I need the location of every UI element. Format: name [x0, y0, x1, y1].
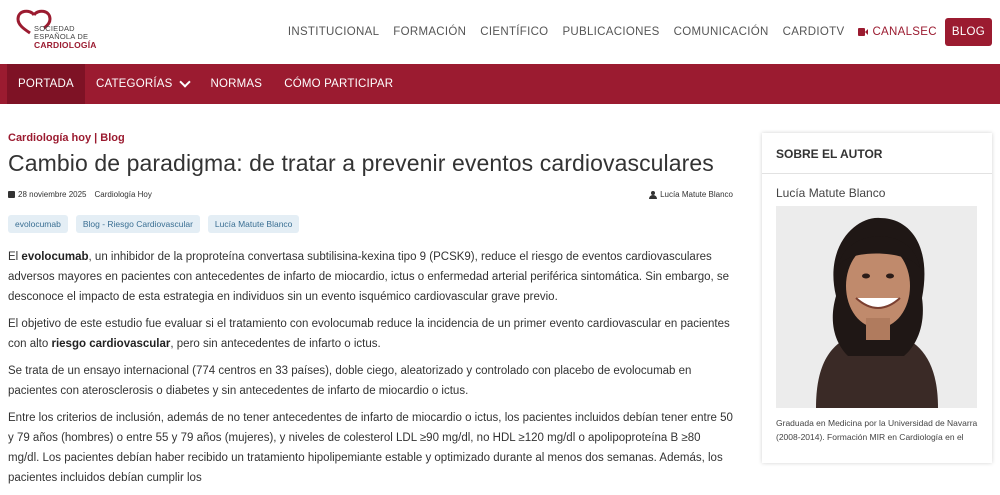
- author-photo: [776, 206, 977, 408]
- subnav-portada[interactable]: PORTADA: [7, 64, 85, 104]
- article-body: [8, 247, 733, 488]
- article-title: Cambio de paradigma: de tratar a prevenir eventos cardiovasculares: [8, 150, 714, 176]
- tag-evolocumab[interactable]: evolocumab: [8, 215, 68, 233]
- sidebar-heading: SOBRE EL AUTOR: [762, 133, 992, 174]
- author-portrait-image: [776, 206, 977, 408]
- logo-wordmark: [34, 25, 97, 49]
- nav-institucional[interactable]: INSTITUCIONAL: [287, 26, 380, 38]
- article-meta: [8, 190, 733, 204]
- nav-publicaciones[interactable]: PUBLICACIONES: [562, 26, 660, 38]
- bold-term: evolocumab: [21, 251, 89, 263]
- top-navigation: [274, 17, 992, 47]
- paragraph-1: El evolocumab, un inhibidor de la proproteína convertasa subtilisina-kexina tipo 9 (PCSK9), reduce el riesgo de eventos cardiovasculares adversos mayores en pacientes con antecedentes de infarto de miocardio, ictus o enfermedad arterial periférica sintomática. Sin embargo, se desconoce el impacto de esta estrategia en individuos sin un evento isquémico cardiovascular grave previo.: [8, 251, 730, 303]
- bold-term: riesgo cardiovascular: [51, 338, 171, 350]
- blog-navigation: [0, 64, 1000, 104]
- sidebar-author-name: Lucía Matute Blanco: [776, 186, 886, 200]
- author-bio: Graduada en Medicina por la Universidad de Navarra (2008-2014). Formación MIR en Cardiología en el: [776, 418, 978, 442]
- nav-formacion[interactable]: FORMACIÓN: [393, 26, 467, 38]
- video-camera-icon: [858, 28, 868, 36]
- article-author[interactable]: Lucía Matute Blanco: [660, 190, 733, 199]
- calendar-icon: [8, 191, 15, 198]
- tag-riesgo-cardiovascular[interactable]: Blog - Riesgo Cardiovascular: [76, 215, 200, 233]
- article-kicker[interactable]: Cardiología hoy | Blog: [8, 132, 125, 144]
- logo-line-1: SOCIEDAD: [34, 24, 75, 33]
- article: [8, 132, 733, 495]
- paragraph-4: Entre los criterios de inclusión, además de no tener antecedentes de infarto de miocardio o ictus, los pacientes incluidos debían tener entre 50 y 79 años (hombres) o entre 55 y 79 años (mujeres), y niveles de colesterol LDL ≥90 mg/dl, no HDL ≥120 mg/dl o apolipoproteína B ≥80 mg/dl. Los pacientes debían haber recibido un tratamiento hipolipemiante estable y optimizado durante al menos dos semanas. Además, los pacientes incluidos debían cumplir los: [8, 412, 733, 484]
- subnav-como-participar[interactable]: CÓMO PARTICIPAR: [284, 78, 394, 90]
- article-author-meta: [649, 190, 733, 199]
- subnav-normas[interactable]: NORMAS: [210, 78, 263, 90]
- nav-blog-button[interactable]: BLOG: [945, 18, 992, 46]
- logo-line-2: ESPAÑOLA DE: [34, 32, 89, 41]
- nav-comunicacion[interactable]: COMUNICACIÓN: [673, 26, 769, 38]
- article-section[interactable]: Cardiología Hoy: [94, 190, 152, 199]
- nav-canalsec-label: CANALSEC: [872, 26, 937, 38]
- subnav-categorias[interactable]: [85, 64, 200, 104]
- sec-logo[interactable]: [14, 9, 104, 55]
- paragraph-2: El objetivo de este estudio fue evaluar si el tratamiento con evolocumab reduce la incidencia de un primer evento cardiovascular en pacientes con alto riesgo cardiovascular, pero sin antecedentes de infarto o ictus.: [8, 318, 730, 350]
- article-date: 28 noviembre 2025: [18, 190, 87, 199]
- nav-cardiotv[interactable]: CARDIOTV: [782, 26, 845, 38]
- nav-canalsec[interactable]: [858, 26, 936, 38]
- article-tags: [8, 215, 733, 233]
- tag-author[interactable]: Lucía Matute Blanco: [208, 215, 300, 233]
- subnav-categorias-label: CATEGORÍAS: [95, 78, 173, 90]
- author-sidebar: [762, 133, 992, 463]
- article-date-section: [8, 190, 152, 199]
- chevron-down-icon: [179, 76, 190, 87]
- nav-cientifico[interactable]: CIENTÍFICO: [480, 26, 549, 38]
- user-icon: [649, 191, 657, 199]
- logo-line-3: CARDIOLOGÍA: [34, 40, 97, 50]
- paragraph-3: Se trata de un ensayo internacional (774 centros en 33 países), doble ciego, aleatorizado y controlado con placebo de evolocumab en pacientes con aterosclerosis o diabetes y sin antecedentes de infarto de miocardio o ictus.: [8, 365, 692, 397]
- top-bar: [0, 0, 1000, 64]
